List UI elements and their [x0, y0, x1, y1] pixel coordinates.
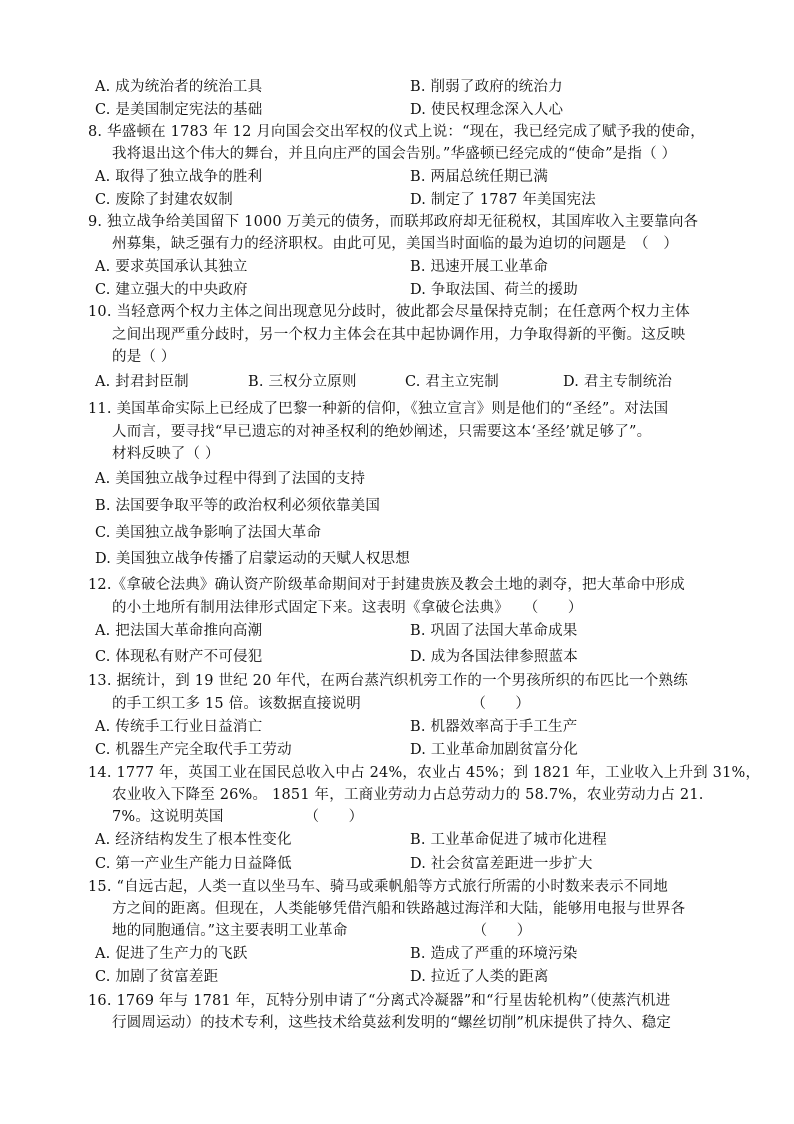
- q10-option-c: C. 君主立宪制: [405, 374, 499, 390]
- q14-stem-line-3: 7%。这说明英国 （ ）: [112, 809, 364, 825]
- q15-stem-line-3: 地的同胞通信。”这主要表明工业革命 （ ）: [112, 923, 532, 939]
- q8-option-d: D. 制定了 1787 年美国宪法: [410, 192, 596, 208]
- q13-stem-line-1: 13. 据统计，到 19 世纪 20 年代，在两台蒸汽织机旁工作的一个男孩所织的布匹比一个熟练: [88, 673, 688, 689]
- q12-option-a: A. 把法国大革命推向高潮: [95, 623, 263, 639]
- q8-option-c: C. 废除了封建农奴制: [95, 192, 233, 208]
- q9-stem-line-1: 9. 独立战争给美国留下 1000 万美元的债务，而联邦政府却无征税权，其国库收入主要靠向各: [88, 214, 699, 230]
- q9-option-b: B. 迅速开展工业革命: [410, 259, 549, 275]
- q11-stem-line-2: 人而言，要寻找“早已遗忘的对神圣权利的绝妙阐述，只需要这本‘圣经’就足够了”。: [112, 424, 652, 440]
- q11-option-b: B. 法国要争取平等的政治权利必须依靠美国: [95, 498, 381, 514]
- q13-stem-line-2: 的手工织工多 15 倍。该数据直接说明 （ ）: [112, 696, 531, 712]
- q15-option-a: A. 促进了生产力的飞跃: [95, 946, 248, 962]
- q10-option-b: B. 三权分立原则: [248, 374, 357, 390]
- q16-stem-line-2: 行圆周运动）的技术专利，这些技术给莫兹利发明的“螺丝切削”机床提供了持久、稳定: [112, 1015, 672, 1031]
- q11-option-d: D. 美国独立战争传播了启蒙运动的天赋人权思想: [95, 551, 410, 567]
- q16-stem-line-1: 16. 1769 年与 1781 年，瓦特分别申请了“分离式冷凝器”和“行星齿轮机构”（使蒸汽机进: [88, 993, 671, 1009]
- q15-stem-line-2: 方之间的距离。但现在，人类能够凭借汽船和铁路越过海洋和大陆，能够用电报与世界各: [112, 901, 686, 917]
- q13-option-c: C. 机器生产完全取代手工劳动: [95, 742, 292, 758]
- q8-stem-line-2: 我将退出这个伟大的舞台，并且向庄严的国会告别。”华盛顿已经完成的“使命”是指（ ）: [112, 146, 677, 162]
- q14-option-d: D. 社会贫富差距进一步扩大: [410, 856, 593, 872]
- q14-option-a: A. 经济结构发生了根本性变化: [95, 832, 292, 848]
- q7-option-b: B. 削弱了政府的统治力: [410, 79, 563, 95]
- q15-stem-line-1: 15. “自远古起，人类一直以坐马车、骑马或乘帆船等方式旅行所需的小时数来表示不同地: [88, 879, 668, 895]
- q7-option-d: D. 使民权理念深入人心: [410, 102, 564, 118]
- q12-option-d: D. 成为各国法律参照蓝本: [410, 649, 578, 665]
- q14-stem-line-1: 14. 1777 年，英国工业在国民总收入中占 24%，农业占 45%；到 1821 年，工业收入上升到 31%，: [88, 765, 761, 781]
- q13-option-a: A. 传统手工行业日益消亡: [95, 719, 263, 735]
- q11-option-a: A. 美国独立战争过程中得到了法国的支持: [95, 471, 366, 487]
- q13-option-b: B. 机器效率高于手工生产: [410, 719, 578, 735]
- q10-option-a: A. 封君封臣制: [95, 374, 189, 390]
- q12-stem-line-1: 12.《拿破仑法典》确认资产阶级革命期间对于封建贵族及教会土地的剥夺，把大革命中形成: [88, 577, 685, 593]
- q12-stem-line-2: 的小土地所有制用法律形式固定下来。这表明《拿破仑法典》 （ ）: [112, 600, 583, 616]
- q10-stem-line-1: 10. 当轻意两个权力主体之间出现意见分歧时，彼此都会尽量保持克制；在任意两个权力主体: [88, 304, 690, 320]
- q10-stem-line-2: 之间出现严重分歧时，另一个权力主体会在其中起协调作用，力争取得新的平衡。这反映: [112, 327, 686, 343]
- q10-option-d: D. 君主专制统治: [563, 374, 673, 390]
- q14-option-c: C. 第一产业生产能力日益降低: [95, 856, 292, 872]
- q7-option-c: C. 是美国制定宪法的基础: [95, 102, 263, 118]
- q11-option-c: C. 美国独立战争影响了法国大革命: [95, 525, 322, 541]
- q14-stem-line-2: 农业收入下降至 26%。 1851 年，工商业劳动力占总劳动力的 58.7%，农业劳动力占 21.: [112, 787, 704, 803]
- q11-stem-line-1: 11. 美国革命实际上已经成了巴黎一种新的信仰，《独立宣言》则是他们的“圣经”。对法国: [88, 401, 669, 417]
- q10-stem-line-3: 的是（ ）: [112, 349, 176, 365]
- q8-option-b: B. 两届总统任期已满: [410, 169, 549, 185]
- q8-stem-line-1: 8. 华盛顿在 1783 年 12 月向国会交出军权的仪式上说：“现在，我已经完成了赋予我的使命，: [88, 124, 705, 140]
- q11-stem-line-3: 材料反映了（ ）: [112, 446, 220, 462]
- q7-option-a: A. 成为统治者的统治工具: [95, 79, 263, 95]
- q13-option-d: D. 工业革命加剧贫富分化: [410, 742, 578, 758]
- q15-option-b: B. 造成了严重的环境污染: [410, 946, 578, 962]
- q12-option-b: B. 巩固了法国大革命成果: [410, 623, 578, 639]
- q15-option-c: C. 加剧了贫富差距: [95, 969, 219, 985]
- q14-option-b: B. 工业革命促进了城市化进程: [410, 832, 607, 848]
- q9-option-c: C. 建立强大的中央政府: [95, 282, 248, 298]
- q9-option-a: A. 要求英国承认其独立: [95, 259, 248, 275]
- q9-option-d: D. 争取法国、荷兰的援助: [410, 282, 578, 298]
- q12-option-c: C. 体现私有财产不可侵犯: [95, 649, 263, 665]
- q9-stem-line-2: 州募集，缺乏强有力的经济职权。由此可见，美国当时面临的最为迫切的问题是 （ ）: [112, 236, 679, 252]
- q15-option-d: D. 拉近了人类的距离: [410, 969, 549, 985]
- q8-option-a: A. 取得了独立战争的胜利: [95, 169, 263, 185]
